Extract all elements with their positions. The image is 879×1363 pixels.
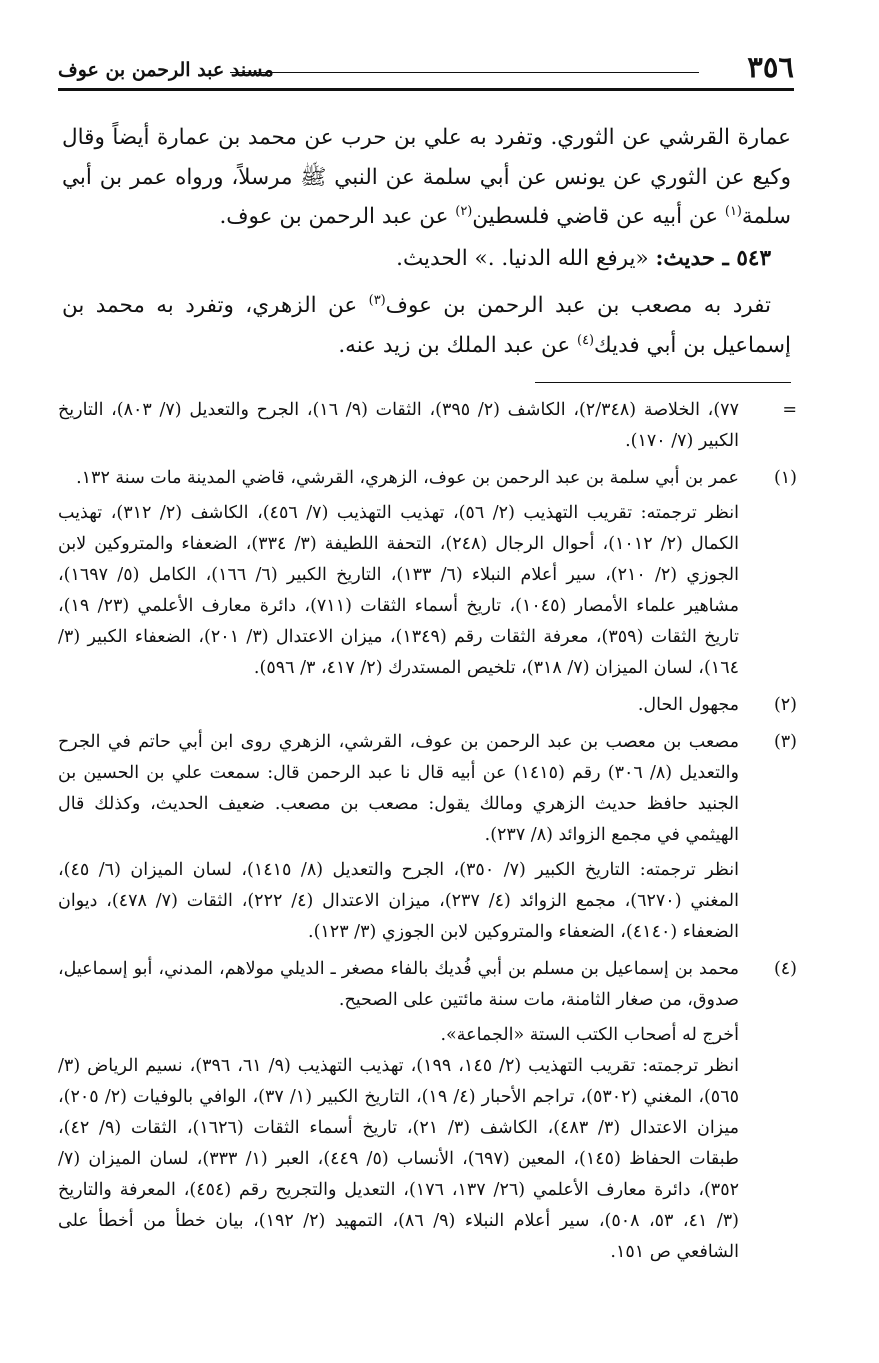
footnote-ref-1: (١) — [724, 203, 742, 219]
running-title: مسند عبد الرحمن بن عوف — [58, 59, 274, 81]
footnote-ref-3: (٣) — [368, 292, 386, 308]
footnote-text: ٧٧)، الخلاصة (٢/٣٤٨)، الكاشف (٢/ ٣٩٥)، الثقات (٩/ ١٦)، الجرح والتعديل (٧/ ٨٠٣)، التاريخ الكبير (٧/ ١٧٠). — [58, 400, 739, 451]
footnote-1 — [58, 463, 797, 684]
text-run: عن أبيه عن قاضي فلسطين — [472, 204, 725, 229]
text-run: عن عبد الرحمن بن عوف. — [219, 204, 456, 229]
footnote-marker: (١) — [773, 468, 797, 488]
main-paragraph-1 — [62, 118, 791, 237]
hadith-entry — [62, 239, 791, 279]
text-run: عن عبد الملك بن زيد عنه. — [338, 332, 578, 358]
footnote-separator — [535, 382, 791, 383]
text-run: عن الزهري، وتفرد به محمد بن إسماعيل بن أبي فديك — [62, 293, 791, 358]
footnote-text: محمد بن إسماعيل بن مسلم بن أبي فُديك بالفاء مصغر ـ الديلي مولاهم، المدني، أبو إسماعيل، صدوق، من صغار الثامنة، مات سنة مائتين على الصحيح. — [58, 959, 739, 1010]
hadith-label: حديث: — [655, 245, 723, 271]
footnotes — [58, 395, 797, 1274]
footnote-text: عمر بن أبي سلمة بن عبد الرحمن بن عوف، الزهري، القرشي، قاضي المدينة مات سنة ١٣٢. — [76, 468, 739, 488]
footnote-text: مصعب بن معصب بن عبد الرحمن بن عوف، القرشي، الزهري روى ابن أبي حاتم في الجرح والتعديل (٨/ ٣٠٦) رقم (١٤١٥) عن أبيه قال نا عبد الرحمن قال: سمعت علي بن الحسين بن الجنيد حافظ حديث الزهري ومالك يقول: مصعب بن مصعب. ضعيف الحديث، وكذلك قال الهيثمي في مجمع الزوائد (٨/ ٢٣٧). — [58, 732, 739, 845]
footnote-ref-2: (٢) — [455, 203, 473, 219]
footnote-marker: (٢) — [773, 695, 797, 715]
main-paragraph-2 — [62, 286, 791, 365]
footnote-ref-4: (٤) — [577, 332, 595, 348]
footnote-3 — [58, 727, 797, 948]
main-text — [62, 118, 791, 365]
text-run: تفرد به مصعب بن عبد الرحمن بن عوف — [385, 293, 771, 318]
footnote-text: انظر ترجمته: تقريب التهذيب (٢/ ١٤٥، ١٩٩)، تهذيب التهذيب (٩/ ٦١، ٣٩٦)، نسيم الرياض (٣/ ٥٦٥)، المغني (٥٣٠٢)، تراجم الأحبار (٤/ ١٩)، التاريخ الكبير (١/ ٣٧)، الوافي بالوفيات (٢/ ٢٠٥)، ميزان الاعتدال (٣/ ٤٨٣)، الكاشف (٣/ ٢١)، تاريخ أسماء الثقات (١٦٢٦)، الثقات (٩/ ٤٢)، طبقات الحفاظ (١٤٥)، المعين (٦٩٧)، الأنساب (٥/ ٤٤٩)، العبر (١/ ٣٣٣)، لسان الميزان (٧/ ٣٥٢)، دائرة معارف الأعلمي (٢٦/ ١٣٧، ١٧٦)، التعديل والتجريح رقم (٤٥٤)، المعرفة والتاريخ (٣/ ٤١، ٥٣، ٥٠٨)، سير أعلام النبلاء (٩/ ٨٦)، التمهيد (٢/ ١٩٢)، بيان خطأ من أخطأ على الشافعي ص ١٥١. — [58, 1056, 740, 1262]
page-header — [58, 48, 794, 91]
hadith-number: ٥٤٣ ـ — [722, 245, 771, 271]
footnote-text: انظر ترجمته: تقريب التهذيب (٢/ ٥٦)، تهذيب التهذيب (٧/ ٤٥٦)، الكاشف (٢/ ٣١٢)، تهذيب الكمال (٢/ ١٠١٢)، أحوال الرجال (٢٤٨)، التحفة اللطيفة (٣/ ٣٣٤)، الضعفاء والمتروكين لابن الجوزي (٢/ ٢١٠)، سير أعلام النبلاء (٦/ ١٣٣)، التاريخ الكبير (٦/ ١٦٦)، الكامل (٥/ ١٦٩٧)، مشاهير علماء الأمصار (١٠٤٥)، تاريخ أسماء الثقات (٧١١)، دائرة معارف الأعلمي (٢٣/ ١٩)، تاريخ الثقات (٣٥٩)، معرفة الثقات رقم (١٣٤٩)، ميزان الاعتدال (٣/ ٢٠١)، الضعفاء الكبير (٣/ ١٦٤)، لسان الميزان (٧/ ٣١٨)، تلخيص المستدرك (٢/ ٤١٧، ٣/ ٥٩٦). — [58, 503, 739, 678]
footnote-2 — [58, 690, 797, 721]
footnote-4 — [58, 954, 797, 1268]
footnote-text: مجهول الحال. — [637, 695, 739, 715]
header-rule — [230, 72, 699, 73]
footnote-marker: = — [782, 400, 797, 420]
footnote-text: انظر ترجمته: التاريخ الكبير (٧/ ٣٥٠)، الجرح والتعديل (٨/ ١٤١٥)، لسان الميزان (٦/ ٤٥)، المغني (٦٢٧٠)، مجمع الزوائد (٤/ ٢٣٧)، ميزان الاعتدال (٤/ ٢٢٢)، الثقات (٧/ ٤٧٨)، ديوان الضعفاء (٤١٤٠)، الضعفاء والمتروكين لابن الجوزي (٣/ ١٢٣). — [58, 860, 739, 942]
text-run: عمارة القرشي عن الثوري. وتفرد به علي بن حرب عن محمد بن عمارة أيضاً وقال وكيع عن الثوري عن يونس عن أبي سلمة عن النبي ﷺ مرسلاً، ورواه عمر بن أبي سلمة — [62, 125, 791, 229]
footnote-continuation — [58, 395, 797, 457]
footnote-marker: (٣) — [773, 732, 797, 752]
page-number: ٣٥٦ — [747, 50, 794, 84]
footnote-text: أخرج له أصحاب الكتب الستة «الجماعة». — [440, 1025, 739, 1045]
footnote-marker: (٤) — [773, 959, 797, 979]
hadith-text: «يرفع الله الدنيا. .» الحديث. — [396, 245, 656, 271]
